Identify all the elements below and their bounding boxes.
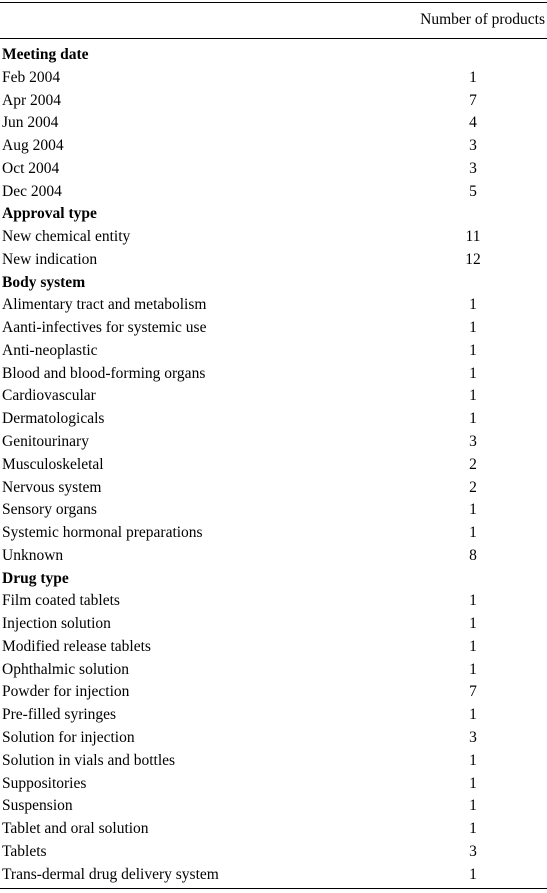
table-row: [0, 226, 547, 249]
row-label: Ophthalmic solution: [2, 660, 130, 678]
row-label: Solution in vials and bottles: [2, 751, 176, 769]
row-label: Injection solution: [2, 615, 111, 633]
row-label: Alimentary tract and metabolism: [2, 296, 207, 314]
row-label: Modified release tablets: [2, 637, 151, 655]
row-value: 3: [469, 842, 477, 860]
table-row: [0, 158, 547, 181]
row-value: 1: [469, 410, 477, 428]
table-header-rule: [0, 38, 547, 39]
table-row: [0, 727, 547, 750]
table-row: [0, 454, 547, 477]
table-top-rule: [0, 2, 547, 3]
row-value: 1: [469, 296, 477, 314]
row-value: 7: [469, 683, 477, 701]
row-value: 1: [469, 751, 477, 769]
section-heading-row: [0, 272, 547, 295]
table-row: [0, 590, 547, 613]
row-label: New indication: [2, 250, 98, 268]
row-value: 3: [469, 433, 477, 451]
table-row: [0, 773, 547, 796]
row-label: Cardiovascular: [2, 387, 96, 405]
section-heading: Drug type: [2, 569, 69, 587]
table-row: [0, 363, 547, 386]
row-value: 7: [469, 91, 477, 109]
row-label: Feb 2004: [2, 68, 61, 86]
row-value: 1: [469, 706, 477, 724]
table-row: [0, 135, 547, 158]
row-label: Film coated tablets: [2, 592, 120, 610]
row-label: Genitourinary: [2, 433, 89, 451]
row-label: Solution for injection: [2, 728, 135, 746]
table-row: [0, 704, 547, 727]
row-label: New chemical entity: [2, 228, 131, 246]
table-row: [0, 317, 547, 340]
table-row: [0, 681, 547, 704]
table-row: [0, 522, 547, 545]
table-row: [0, 818, 547, 841]
row-label: Suppositories: [2, 774, 87, 792]
row-value: 1: [469, 660, 477, 678]
row-value: 3: [469, 728, 477, 746]
row-label: Musculoskeletal: [2, 455, 104, 473]
table-row: [0, 294, 547, 317]
row-value: 2: [469, 478, 477, 496]
row-value: 1: [469, 319, 477, 337]
table-row: [0, 249, 547, 272]
row-value: 5: [469, 182, 477, 200]
row-label: Dec 2004: [2, 182, 62, 200]
table-row: [0, 67, 547, 90]
row-value: 1: [469, 364, 477, 382]
row-label: Powder for injection: [2, 683, 130, 701]
row-value: 8: [469, 546, 477, 564]
row-value: 1: [469, 774, 477, 792]
row-value: 1: [469, 637, 477, 655]
table-row: [0, 90, 547, 113]
table-row: [0, 385, 547, 408]
row-label: Systemic hormonal preparations: [2, 524, 203, 542]
table-row: [0, 750, 547, 773]
row-label: Blood and blood-forming organs: [2, 364, 206, 382]
row-value: 12: [465, 250, 481, 268]
table-row: [0, 431, 547, 454]
row-value: 4: [469, 114, 477, 132]
row-label: Unknown: [2, 546, 64, 564]
row-value: 1: [469, 387, 477, 405]
row-label: Trans-dermal drug delivery system: [2, 865, 219, 883]
row-label: Jun 2004: [2, 114, 59, 132]
row-value: 1: [469, 820, 477, 838]
row-value: 1: [469, 501, 477, 519]
table-row: [0, 477, 547, 500]
row-value: 1: [469, 524, 477, 542]
table-row: [0, 408, 547, 431]
row-label: Dermatologicals: [2, 410, 105, 428]
row-label: Oct 2004: [2, 159, 60, 177]
table-bottom-rule: [0, 888, 547, 889]
row-value: 3: [469, 159, 477, 177]
table-row: [0, 795, 547, 818]
table-row: [0, 499, 547, 522]
row-label: Nervous system: [2, 478, 102, 496]
table-row: [0, 340, 547, 363]
row-value: 1: [469, 341, 477, 359]
section-heading-row: [0, 203, 547, 226]
table-row: [0, 545, 547, 568]
table-row: [0, 112, 547, 135]
section-heading-row: [0, 568, 547, 591]
row-label: Aug 2004: [2, 137, 64, 155]
row-value: 1: [469, 68, 477, 86]
table-row: [0, 864, 547, 887]
row-label: Aanti-infectives for systemic use: [2, 319, 207, 337]
row-value: 2: [469, 455, 477, 473]
row-value: 3: [469, 137, 477, 155]
row-value: 1: [469, 615, 477, 633]
row-value: 11: [465, 228, 481, 246]
row-value: 1: [469, 865, 477, 883]
row-label: Tablet and oral solution: [2, 820, 149, 838]
column-header-number-of-products: Number of products: [420, 11, 545, 28]
row-label: Sensory organs: [2, 501, 97, 519]
table-row: [0, 659, 547, 682]
row-label: Anti-neoplastic: [2, 341, 98, 359]
section-heading-row: [0, 44, 547, 67]
row-label: Suspension: [2, 797, 73, 815]
section-heading: Meeting date: [2, 46, 89, 63]
section-heading: Approval type: [2, 205, 97, 223]
table-body: [0, 44, 547, 886]
row-value: 1: [469, 797, 477, 815]
table-row: [0, 841, 547, 864]
row-value: 1: [469, 592, 477, 610]
row-label: Apr 2004: [2, 91, 61, 109]
row-label: Pre-filled syringes: [2, 706, 117, 724]
table-row: [0, 181, 547, 204]
section-heading: Body system: [2, 273, 86, 291]
table-row: [0, 613, 547, 636]
row-label: Tablets: [2, 842, 47, 860]
table-row: [0, 636, 547, 659]
